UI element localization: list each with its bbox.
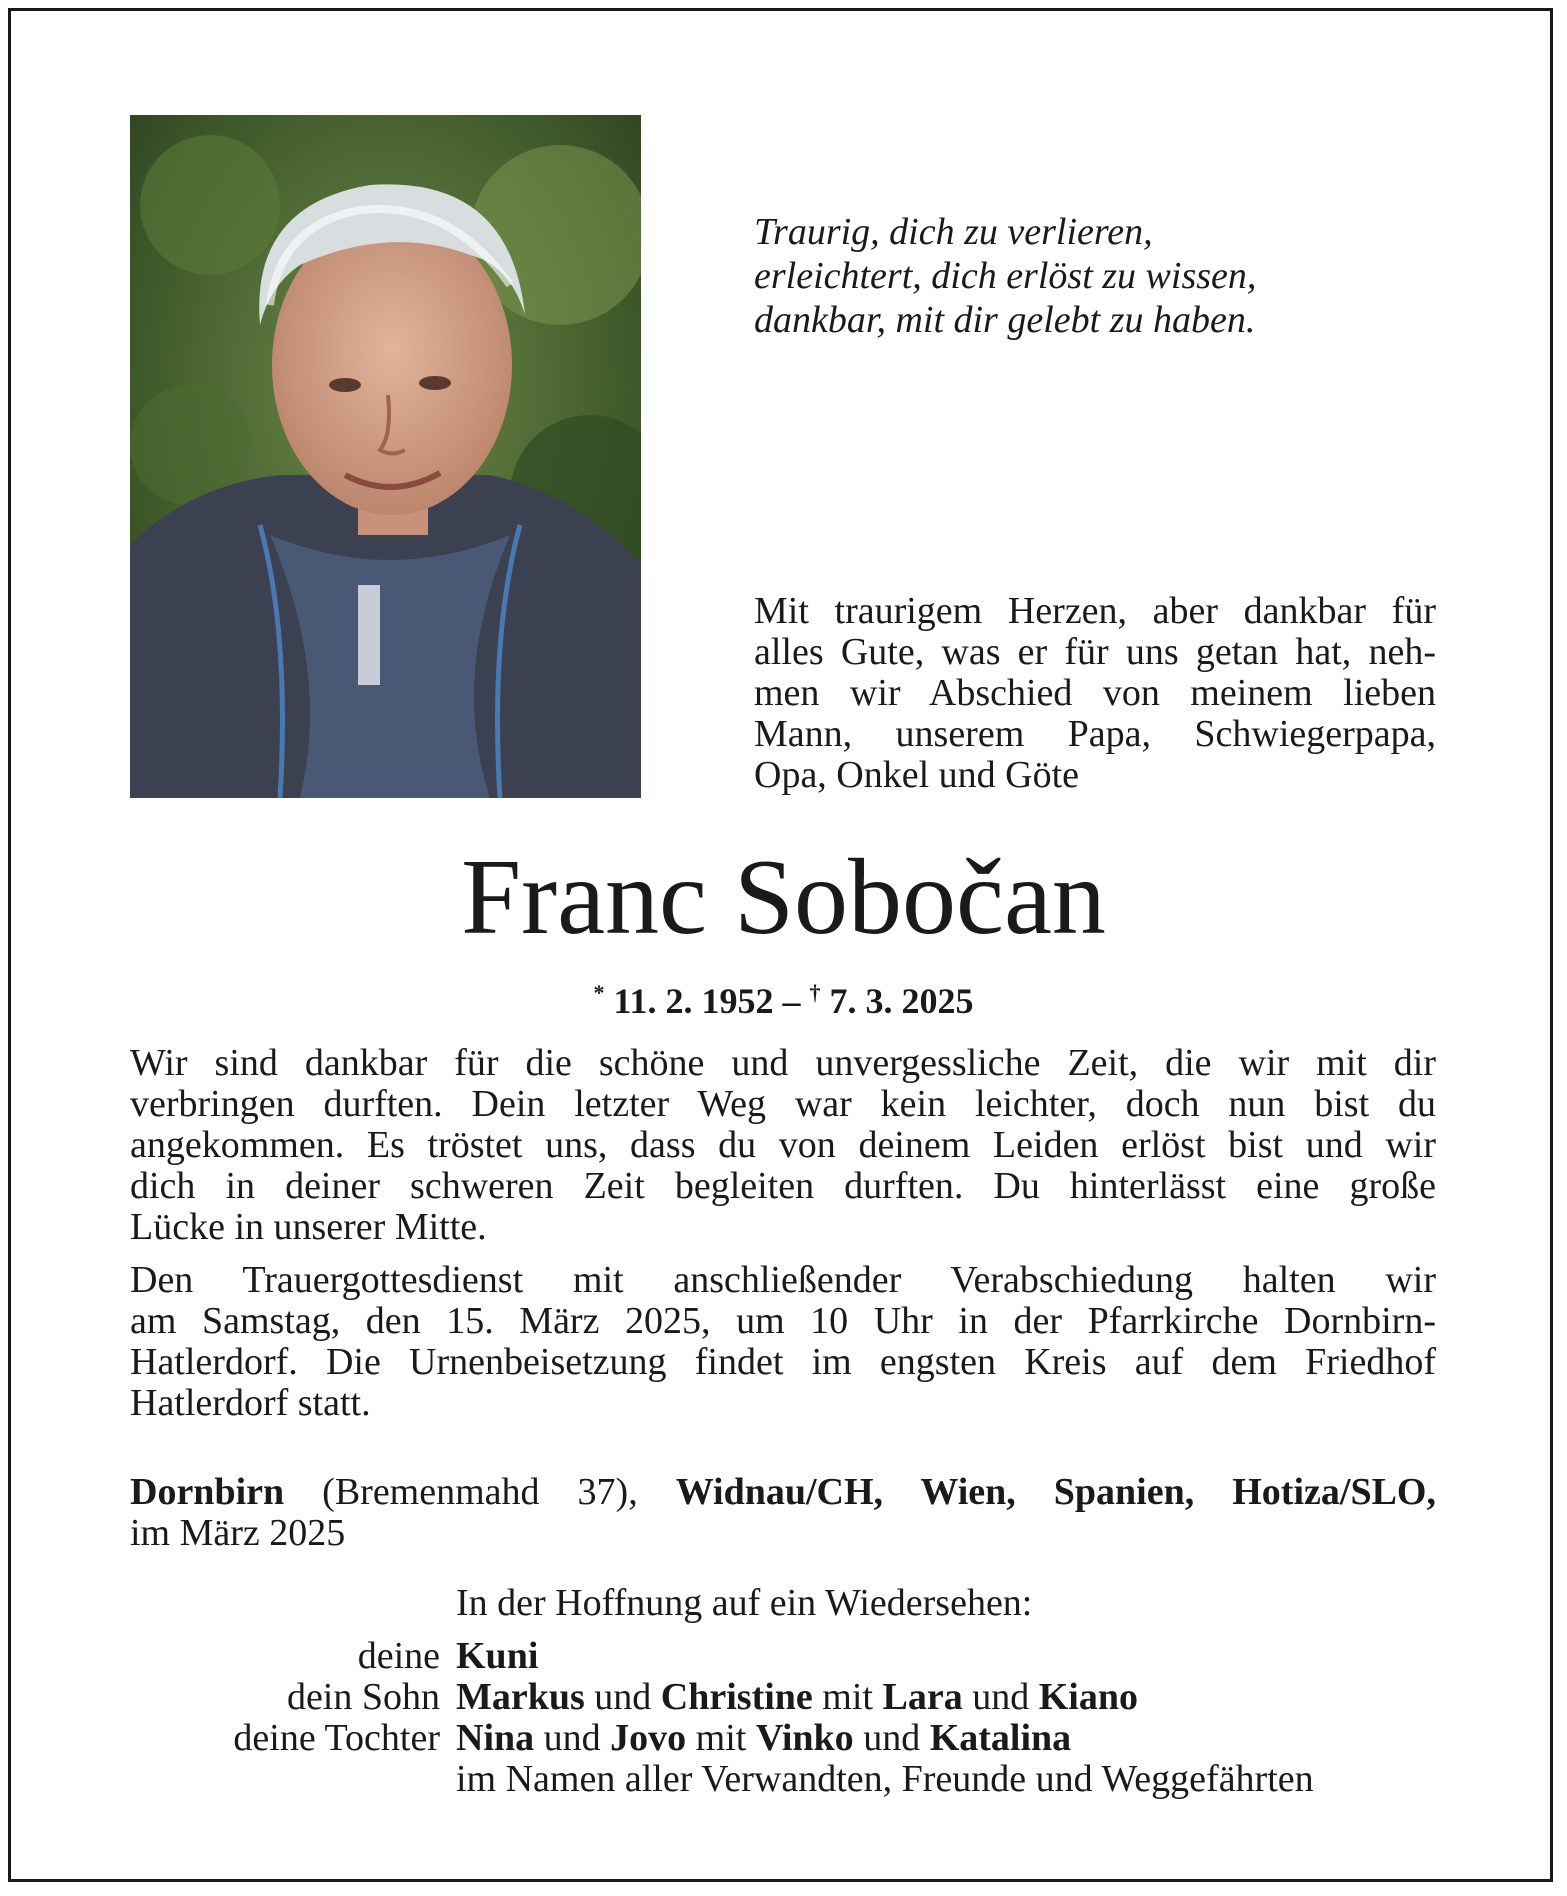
family-row [130,1636,1436,1677]
paragraph-line: verbringen durften. Dein letzter Weg war kein leichter, doch nun bist du [130,1083,1436,1125]
service-paragraph [130,1260,1436,1424]
intro-text [754,591,1436,796]
connector: und [584,1676,661,1718]
family-row [130,1718,1436,1759]
connector: mit [812,1676,883,1718]
paragraph-line: Hatlerdorf statt. [130,1382,371,1424]
family-name: Markus [456,1676,585,1718]
portrait-photo [130,115,641,798]
family-name: Katalina [929,1717,1072,1759]
intro-line: alles Gute, was er für uns getan hat, neh- [754,631,1436,673]
poem-line: Traurig, dich zu verlieren, [754,211,1153,253]
family-row [130,1759,1436,1800]
poem-line: erleichtert, dich erlöst zu wissen, [754,255,1257,297]
deceased-name: Franc Sobočan [461,838,1106,957]
family-name: Jovo [610,1717,687,1759]
life-dates [0,971,1567,1023]
closing-line: im Namen aller Verwandten, Freunde und Weggefährten [456,1758,1314,1800]
paragraph-line: am Samstag, den 15. März 2025, um 10 Uhr in der Pfarrkirche Dornbirn- [130,1300,1436,1342]
paragraph-line: dich in deiner schweren Zeit begleiten durften. Du hinterlässt eine große [130,1165,1436,1207]
birth-symbol: * [593,980,605,1005]
family-list [130,1636,1436,1800]
place-line [130,1472,1436,1513]
place-others: Widnau/CH, Wien, Spanien, Hotiza/SLO, [675,1471,1436,1513]
hope-line: In der Hoffnung auf ein Wiedersehen: [456,1582,1033,1624]
family-row [130,1677,1436,1718]
intro-line: Mit traurigem Herzen, aber dankbar für [754,590,1436,632]
family-role: deine Tochter [233,1717,440,1759]
paragraph-line: Den Trauergottesdienst mit anschließender Verabschiedung halten wir [130,1259,1436,1301]
family-name: Kuni [456,1635,539,1677]
family-name: Vinko [755,1717,854,1759]
gratitude-paragraph [130,1043,1436,1248]
place-address: (Bremenmahd 37), [284,1471,676,1513]
connector: und [962,1676,1039,1718]
family-names [456,1677,1138,1718]
intro-line: men wir Abschied von meinem lieben [754,672,1436,714]
place-city: Dornbirn [130,1471,285,1513]
family-names [456,1636,538,1677]
paragraph-line: Lücke in unserer Mitte. [130,1206,487,1248]
family-name: Nina [456,1717,535,1759]
paragraph-line: Wir sind dankbar für die schöne und unvergessliche Zeit, die wir mit dir [130,1042,1436,1084]
death-date: 7. 3. 2025 [829,981,974,1021]
connector: und [534,1717,611,1759]
connector: mit [686,1717,756,1759]
birth-date: 11. 2. 1952 [613,981,774,1021]
paragraph-line: Hatlerdorf. Die Urnenbeisetzung findet im engsten Kreis auf dem Friedhof [130,1341,1436,1383]
paragraph-line: angekommen. Es tröstet uns, dass du von deinem Leiden erlöst bist und wir [130,1124,1436,1166]
place-and-date [130,1472,1436,1554]
family-name: Christine [660,1676,813,1718]
intro-line: Mann, unserem Papa, Schwiegerpapa, [754,713,1436,755]
family-name: Kiano [1038,1676,1138,1718]
portrait-image [130,115,641,798]
date-dash: – [773,981,810,1021]
poem-line: dankbar, mit dir gelebt zu haben. [754,299,1256,341]
date-line: im März 2025 [130,1512,346,1554]
family-role: deine [357,1635,440,1677]
family-name: Lara [882,1676,963,1718]
family-role: dein Sohn [286,1676,440,1718]
connector: und [853,1717,930,1759]
family-names [456,1718,1071,1759]
death-symbol: † [809,980,821,1005]
intro-line: Opa, Onkel und Göte [754,754,1080,796]
poem [754,210,1256,342]
